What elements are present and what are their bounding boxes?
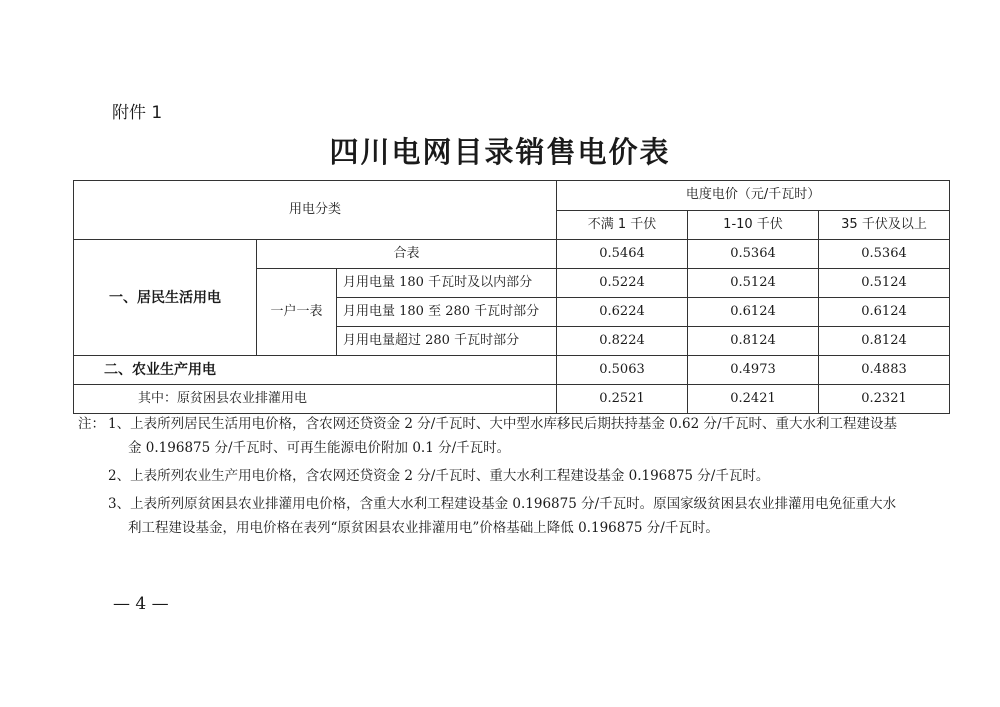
agriculture-label: 二、农业生产用电 <box>74 356 557 385</box>
voltage-header-1: 不满 1 千伏 <box>557 210 688 240</box>
tier-label-1: 月用电量 180 千瓦时及以内部分 <box>337 269 557 298</box>
note-cont-text: 金 0.196875 分/千瓦时、可再生能源电价附加 0.1 分/千瓦时。 <box>128 440 511 456</box>
page-number: — 4 — <box>113 594 169 614</box>
tier1-value-1: 0.5224 <box>557 269 688 298</box>
combined-value-3: 0.5364 <box>819 240 950 269</box>
notes-section <box>78 412 958 540</box>
page-title: 四川电网目录销售电价表 <box>329 135 671 169</box>
note-text: 上表所列原贫困县农业排灌用电价格，含重大水利工程建设基金 0.196875 分/千瓦时。原国家级贫困县农业排灌用电免征重大水 <box>130 496 897 512</box>
price-table-wrapper <box>73 180 949 414</box>
note-item <box>108 492 958 516</box>
tier2-value-2: 0.6124 <box>688 298 819 327</box>
poor-county-label: 其中：原贫困县农业排灌用电 <box>74 385 557 414</box>
tier1-value-3: 0.5124 <box>819 269 950 298</box>
tier3-value-2: 0.8124 <box>688 327 819 356</box>
price-table <box>73 180 950 414</box>
poor-county-value-1: 0.2521 <box>557 385 688 414</box>
agriculture-value-1: 0.5063 <box>557 356 688 385</box>
tier1-value-2: 0.5124 <box>688 269 819 298</box>
combined-value-1: 0.5464 <box>557 240 688 269</box>
one-meter-label: 一户一表 <box>257 269 337 356</box>
poor-county-value-2: 0.2421 <box>688 385 819 414</box>
poor-county-value-3: 0.2321 <box>819 385 950 414</box>
voltage-header-3: 35 千伏及以上 <box>819 210 950 240</box>
agriculture-value-2: 0.4973 <box>688 356 819 385</box>
tier3-value-1: 0.8224 <box>557 327 688 356</box>
notes-prefix: 注： <box>78 416 105 432</box>
attachment-label: 附件 1 <box>112 103 163 123</box>
price-header: 电度电价（元/千瓦时） <box>557 181 950 211</box>
tier-label-2: 月用电量 180 至 280 千瓦时部分 <box>337 298 557 327</box>
tier2-value-3: 0.6124 <box>819 298 950 327</box>
note-number: 1、 <box>108 416 131 432</box>
note-cont-text: 利工程建设基金，用电价格在表列“原贫困县农业排灌用电”价格基础上降低 0.196875 分/千瓦时。 <box>128 520 719 536</box>
note-continuation <box>108 516 958 540</box>
combined-value-2: 0.5364 <box>688 240 819 269</box>
note-number: 2、 <box>108 468 131 484</box>
tier-label-3: 月用电量超过 280 千瓦时部分 <box>337 327 557 356</box>
residential-label: 一、居民生活用电 <box>74 240 257 356</box>
tier3-value-3: 0.8124 <box>819 327 950 356</box>
combined-label: 合表 <box>257 240 557 269</box>
note-item <box>78 412 958 436</box>
voltage-header-2: 1-10 千伏 <box>688 210 819 240</box>
agriculture-value-3: 0.4883 <box>819 356 950 385</box>
note-text: 上表所列居民生活用电价格，含农网还贷资金 2 分/千瓦时、大中型水库移民后期扶持基金 0.62 分/千瓦时、重大水利工程建设基 <box>130 416 898 432</box>
tier2-value-1: 0.6224 <box>557 298 688 327</box>
note-continuation <box>108 436 958 460</box>
category-header: 用电分类 <box>74 181 557 240</box>
note-number: 3、 <box>108 496 131 512</box>
note-item <box>108 464 958 488</box>
note-text: 上表所列农业生产用电价格，含农网还贷资金 2 分/千瓦时、重大水利工程建设基金 0.196875 分/千瓦时。 <box>130 468 770 484</box>
